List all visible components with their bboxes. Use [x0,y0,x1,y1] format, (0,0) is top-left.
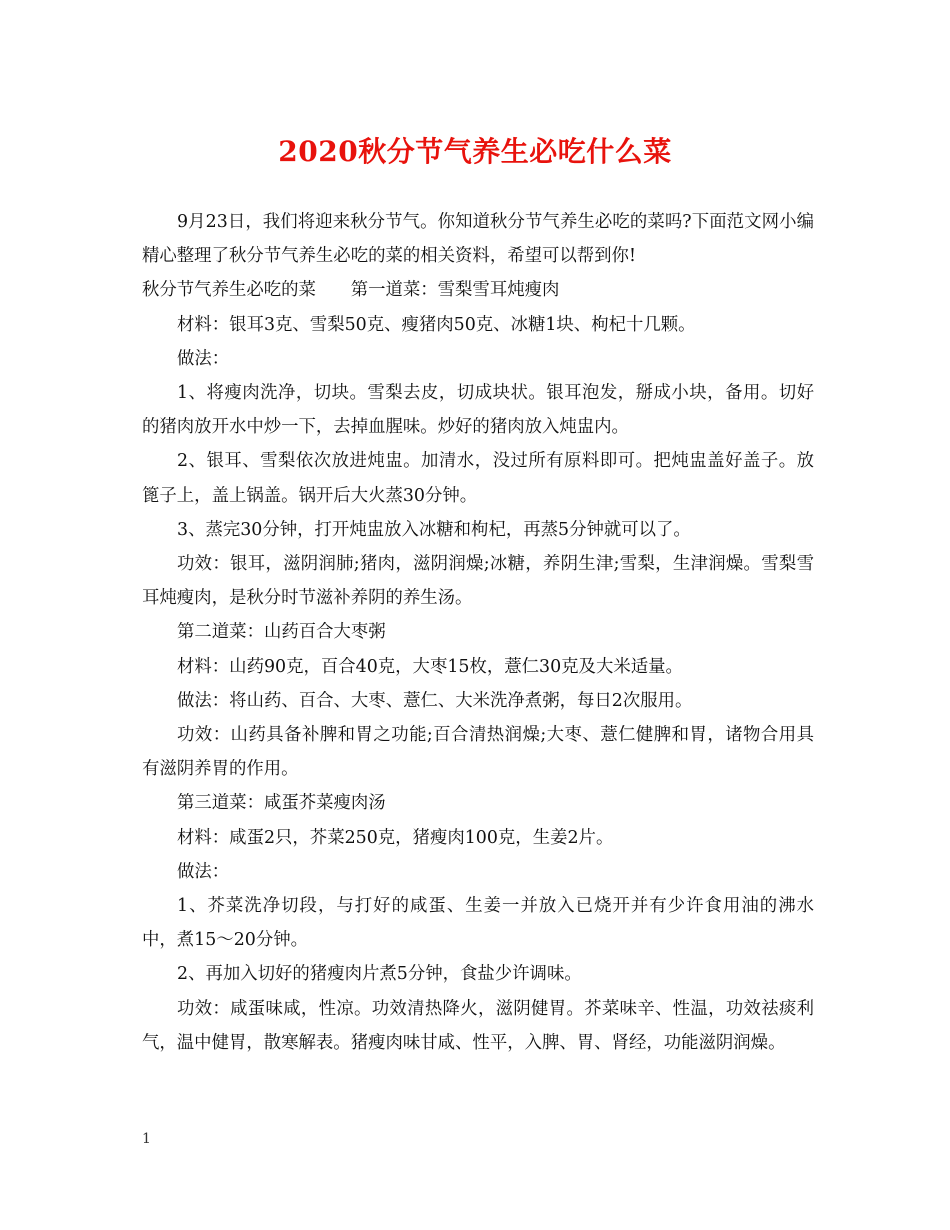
paragraph-effect-1: 功效：银耳，滋阴润肺;猪肉，滋阴润燥;冰糖，养阴生津;雪梨，生津润燥。雪梨雪耳炖瘦肉，是秋分时节滋补养阴的养生汤。 [142,554,814,609]
paragraph-method-label-1: 做法： [177,348,230,369]
document-title: 2020秋分节气养生必吃什么菜 [278,135,672,168]
paragraph-step-1-3: 3、蒸完30分钟，打开炖盅放入冰糖和枸杞，再蒸5分钟就可以了。 [177,519,691,540]
paragraph-method-2: 做法：将山药、百合、大枣、薏仁、大米洗净煮粥，每日2次服用。 [177,690,693,711]
paragraph-heading-dish-1: 秋分节气养生必吃的菜 第一道菜：雪梨雪耳炖瘦肉 [142,280,560,301]
paragraph-intro: 9月23日，我们将迎来秋分节气。你知道秋分节气养生必吃的菜吗?下面范文网小编精心整理了秋分节气养生必吃的菜的相关资料，希望可以帮到你! [142,212,814,267]
page-number: 1 [142,1131,151,1147]
paragraph-step-3-1: 1、芥菜洗净切段，与打好的咸蛋、生姜一并放入已烧开并有少许食用油的沸水中，煮15～20分钟。 [142,896,814,951]
paragraph-step-1-1: 1、将瘦肉洗净，切块。雪梨去皮，切成块状。银耳泡发，掰成小块，备用。切好的猪肉放开水中炒一下，去掉血腥味。炒好的猪肉放入炖盅内。 [142,383,814,438]
paragraph-heading-dish-2: 第二道菜：山药百合大枣粥 [177,622,386,643]
document-body [142,205,814,1060]
paragraph-ingredients-3: 材料：咸蛋2只，芥菜250克，猪瘦肉100克，生姜2片。 [177,827,614,848]
paragraph-heading-dish-3: 第三道菜：咸蛋芥菜瘦肉汤 [177,793,386,814]
paragraph-step-3-2: 2、再加入切好的猪瘦肉片煮5分钟，食盐少许调味。 [177,964,582,985]
paragraph-effect-2: 功效：山药具备补脾和胃之功能;百合清热润燥;大枣、薏仁健脾和胃，诸物合用具有滋阴养胃的作用。 [142,725,814,780]
paragraph-ingredients-1: 材料：银耳3克、雪梨50克、瘦猪肉50克、冰糖1块、枸杞十几颗。 [177,314,696,335]
paragraph-method-label-3: 做法： [177,861,230,882]
paragraph-effect-3: 功效：咸蛋味咸，性凉。功效清热降火，滋阴健胃。芥菜味辛、性温，功效祛痰利气，温中健胃，散寒解表。猪瘦肉味甘咸、性平，入脾、胃、肾经，功能滋阴润燥。 [142,998,814,1053]
paragraph-ingredients-2: 材料：山药90克，百合40克，大枣15枚，薏仁30克及大米适量。 [177,656,683,677]
paragraph-step-1-2: 2、银耳、雪梨依次放进炖盅。加清水，没过所有原料即可。把炖盅盖好盖子。放篦子上，盖上锅盖。锅开后大火蒸30分钟。 [142,451,814,506]
